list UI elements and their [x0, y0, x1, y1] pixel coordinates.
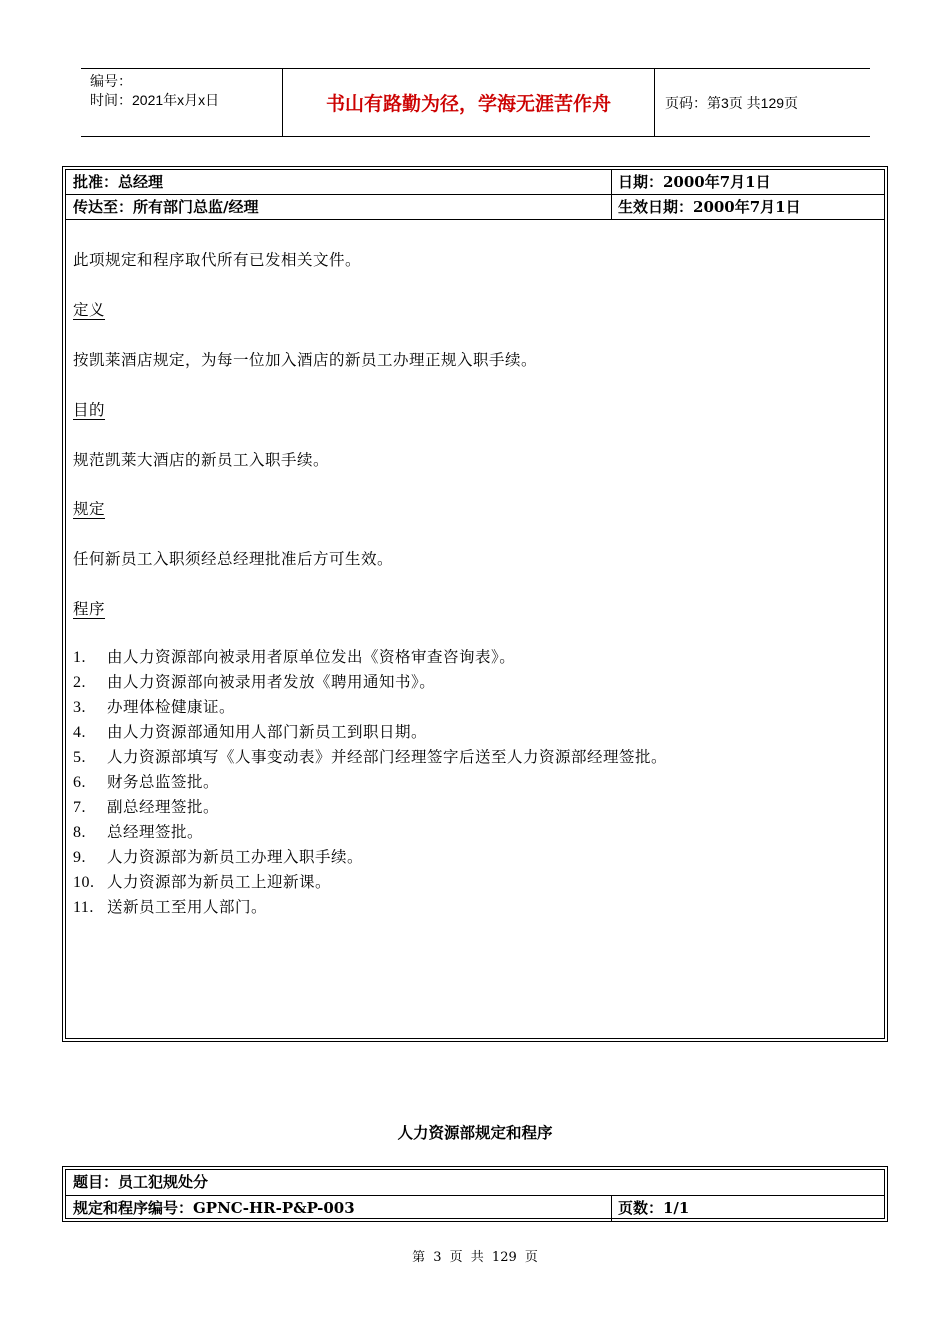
page-header	[81, 68, 870, 137]
step-number: 6.	[73, 774, 86, 791]
document-time-label: 时间：2021年x月x日	[90, 92, 220, 108]
step-number: 10.	[73, 874, 95, 891]
list-item	[73, 645, 667, 670]
section-title: 人力资源部规定和程序	[397, 1123, 553, 1142]
step-text: 副总经理签批。	[107, 798, 220, 816]
step-text: 人力资源部为新员工办理入职手续。	[107, 848, 364, 866]
page-count: 页数：1/1	[611, 1196, 689, 1221]
step-text: 由人力资源部向被录用者发放《聘用通知书》。	[107, 673, 436, 691]
step-text: 由人力资源部向被录用者原单位发出《资格审查咨询表》。	[107, 648, 516, 666]
subject: 题目：员工犯规处分	[73, 1173, 209, 1191]
divider	[66, 219, 884, 220]
step-number: 7.	[73, 799, 86, 816]
list-item	[73, 695, 667, 720]
step-text: 由人力资源部通知用人部门新员工到职日期。	[107, 723, 428, 741]
rule-text: 任何新员工入职须经总经理批准后方可生效。	[73, 550, 394, 568]
step-text: 送新员工至用人部门。	[107, 898, 268, 916]
step-number: 11.	[73, 899, 94, 916]
step-number: 2.	[73, 674, 86, 691]
step-number: 3.	[73, 699, 86, 716]
disciplinary-table	[62, 1166, 888, 1222]
page-footer: 第 3 页 共 129 页	[412, 1250, 538, 1265]
step-text: 人力资源部为新员工上迎新课。	[107, 873, 332, 891]
subject-row	[66, 1170, 884, 1195]
step-text: 人力资源部填写《人事变动表》并经部门经理签字后送至人力资源部经理签批。	[107, 748, 668, 766]
step-text: 办理体检健康证。	[107, 698, 236, 716]
step-number: 5.	[73, 749, 86, 766]
rule-heading: 规定	[73, 500, 106, 518]
issue-date: 日期：2000年7月1日	[611, 170, 771, 195]
list-item	[73, 670, 667, 695]
purpose-heading: 目的	[73, 401, 106, 419]
approved-by: 批准：总经理	[73, 173, 164, 191]
list-item	[73, 870, 667, 895]
list-item	[73, 895, 667, 920]
header-meta	[81, 69, 283, 136]
procedure-heading: 程序	[73, 600, 106, 618]
step-number: 1.	[73, 649, 86, 666]
distribution-row	[66, 195, 884, 220]
list-item	[73, 745, 667, 770]
list-item	[73, 770, 667, 795]
distributed-to: 传达至：所有部门总监/经理	[73, 198, 259, 216]
procedure-code: 规定和程序编号：GPNC-HR-P&P-003	[73, 1199, 355, 1217]
step-text: 总经理签批。	[107, 823, 204, 841]
step-number: 9.	[73, 849, 86, 866]
document-number-label: 编号：	[90, 73, 132, 89]
step-number: 8.	[73, 824, 86, 841]
list-item	[73, 795, 667, 820]
definition-text: 按凯莱酒店规定，为每一位加入酒店的新员工办理正规入职手续。	[73, 351, 538, 369]
step-number: 4.	[73, 724, 86, 741]
purpose-text: 规范凯莱大酒店的新员工入职手续。	[73, 451, 330, 469]
header-motto: 书山有路勤为径，学海无涯苦作舟	[283, 69, 655, 136]
definition-heading: 定义	[73, 301, 106, 319]
header-page-number: 页码：第3页 共129页	[665, 94, 799, 111]
procedure-steps	[73, 645, 667, 920]
list-item	[73, 845, 667, 870]
list-item	[73, 820, 667, 845]
intro-text: 此项规定和程序取代所有已发相关文件。	[73, 251, 362, 269]
list-item	[73, 720, 667, 745]
effective-date: 生效日期：2000年7月1日	[611, 195, 801, 220]
code-row	[66, 1196, 884, 1221]
step-text: 财务总监签批。	[107, 773, 220, 791]
approval-row	[66, 170, 884, 195]
